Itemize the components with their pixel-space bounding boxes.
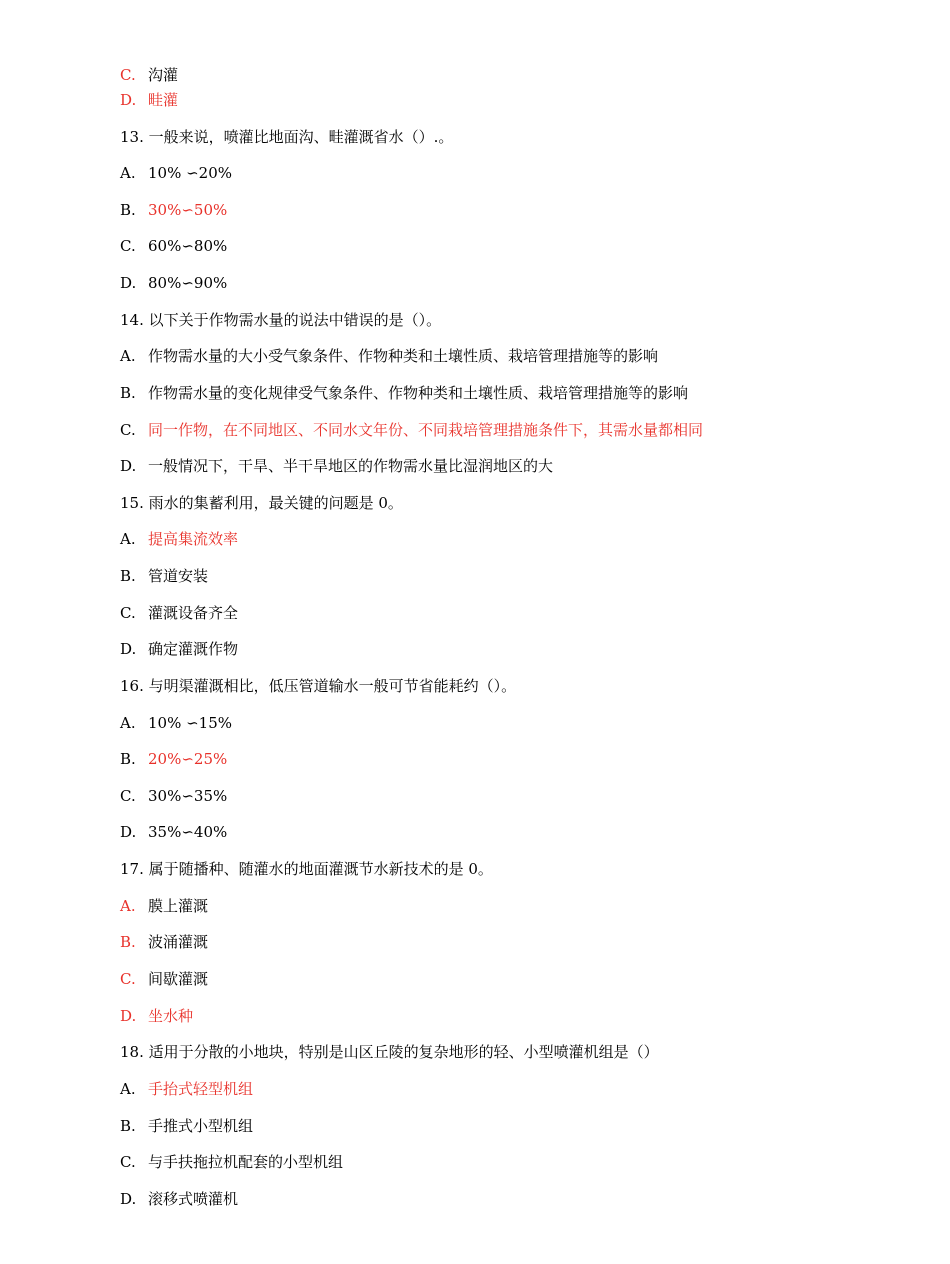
option-text: 坐水种 (148, 1007, 194, 1025)
option-letter: A. (120, 1080, 136, 1098)
option-text: 管道安装 (148, 567, 209, 585)
option-letter: B. (120, 1117, 136, 1135)
option-line (120, 749, 227, 769)
option-letter: D. (120, 274, 137, 292)
option-line (120, 713, 232, 733)
option-line (120, 566, 208, 586)
option-letter: A. (120, 164, 136, 182)
option-line (120, 603, 238, 623)
option-text: 灌溉设备齐全 (148, 604, 239, 622)
option-letter: C. (120, 66, 136, 84)
question-stem: 16. 与明渠灌溉相比，低压管道输水一般可节省能耗约（）。 (120, 677, 517, 695)
option-line (120, 90, 178, 110)
option-text: 手抬式轻型机组 (148, 1080, 254, 1098)
question-stem: 15. 雨水的集蓄利用，最关键的问题是 0。 (120, 494, 403, 512)
option-text: 10% ∽15% (148, 714, 233, 732)
question-stem: 18. 适用于分散的小地块，特别是山区丘陵的复杂地形的轻、小型喷灌机组是（） (120, 1043, 659, 1061)
option-text: 手推式小型机组 (148, 1117, 254, 1135)
option-letter: C. (120, 604, 136, 622)
option-text: 确定灌溉作物 (148, 640, 239, 658)
option-line (120, 1116, 253, 1136)
option-line (120, 200, 227, 220)
option-line (120, 273, 227, 293)
option-letter: C. (120, 237, 136, 255)
option-line (120, 456, 553, 476)
option-line (120, 1006, 193, 1026)
option-letter: B. (120, 933, 136, 951)
option-letter: A. (120, 897, 136, 915)
option-text: 波涌灌溉 (148, 933, 209, 951)
option-text: 间歇灌溉 (148, 970, 209, 988)
option-text: 60%∽80% (148, 237, 228, 255)
option-text: 作物需水量的变化规律受气象条件、作物种类和土壤性质、栽培管理措施等的影响 (148, 384, 689, 402)
option-text: 提高集流效率 (148, 530, 239, 548)
option-line (120, 346, 658, 366)
option-letter: B. (120, 384, 136, 402)
option-line (120, 822, 227, 842)
option-line (120, 1152, 343, 1172)
option-line (120, 1079, 253, 1099)
option-line (120, 383, 688, 403)
option-letter: D. (120, 823, 137, 841)
option-text: 30%∽50% (148, 201, 228, 219)
option-line (120, 236, 227, 256)
option-letter: B. (120, 750, 136, 768)
option-letter: D. (120, 1007, 137, 1025)
option-line (120, 65, 178, 85)
option-text: 20%∽25% (148, 750, 228, 768)
option-text: 80%∽90% (148, 274, 228, 292)
option-text: 30%∽35% (148, 787, 228, 805)
option-text: 35%∽40% (148, 823, 228, 841)
option-line (120, 1189, 238, 1209)
option-letter: C. (120, 421, 136, 439)
option-line (120, 163, 232, 183)
option-text: 膜上灌溉 (148, 897, 209, 915)
option-text: 10% ∽20% (148, 164, 233, 182)
option-text: 沟灌 (148, 66, 179, 84)
option-letter: D. (120, 457, 137, 475)
option-text: 与手扶拖拉机配套的小型机组 (148, 1153, 344, 1171)
option-line (120, 896, 208, 916)
option-text: 一般情况下，干旱、半干旱地区的作物需水量比湿润地区的大 (148, 457, 554, 475)
option-text: 同一作物，在不同地区、不同水文年份、不同栽培管理措施条件下，其需水量都相同 (148, 421, 704, 439)
option-line (120, 786, 227, 806)
option-text: 滚移式喷灌机 (148, 1190, 239, 1208)
question-stem: 17. 属于随播种、随灌水的地面灌溉节水新技术的是 0。 (120, 860, 493, 878)
option-letter: D. (120, 91, 137, 109)
option-letter: D. (120, 640, 137, 658)
option-letter: B. (120, 201, 136, 219)
option-text: 畦灌 (148, 91, 179, 109)
option-line (120, 420, 703, 440)
option-letter: A. (120, 530, 136, 548)
option-line (120, 932, 208, 952)
option-line (120, 969, 208, 989)
question-stem: 14. 以下关于作物需水量的说法中错误的是（）。 (120, 311, 442, 329)
option-letter: C. (120, 787, 136, 805)
option-letter: A. (120, 714, 136, 732)
option-letter: C. (120, 970, 136, 988)
option-line (120, 529, 238, 549)
option-line (120, 639, 238, 659)
option-text: 作物需水量的大小受气象条件、作物种类和土壤性质、栽培管理措施等的影响 (148, 347, 659, 365)
question-stem: 13. 一般来说，喷灌比地面沟、畦灌溉省水（）.。 (120, 128, 454, 146)
option-letter: B. (120, 567, 136, 585)
option-letter: A. (120, 347, 136, 365)
option-letter: D. (120, 1190, 137, 1208)
option-letter: C. (120, 1153, 136, 1171)
